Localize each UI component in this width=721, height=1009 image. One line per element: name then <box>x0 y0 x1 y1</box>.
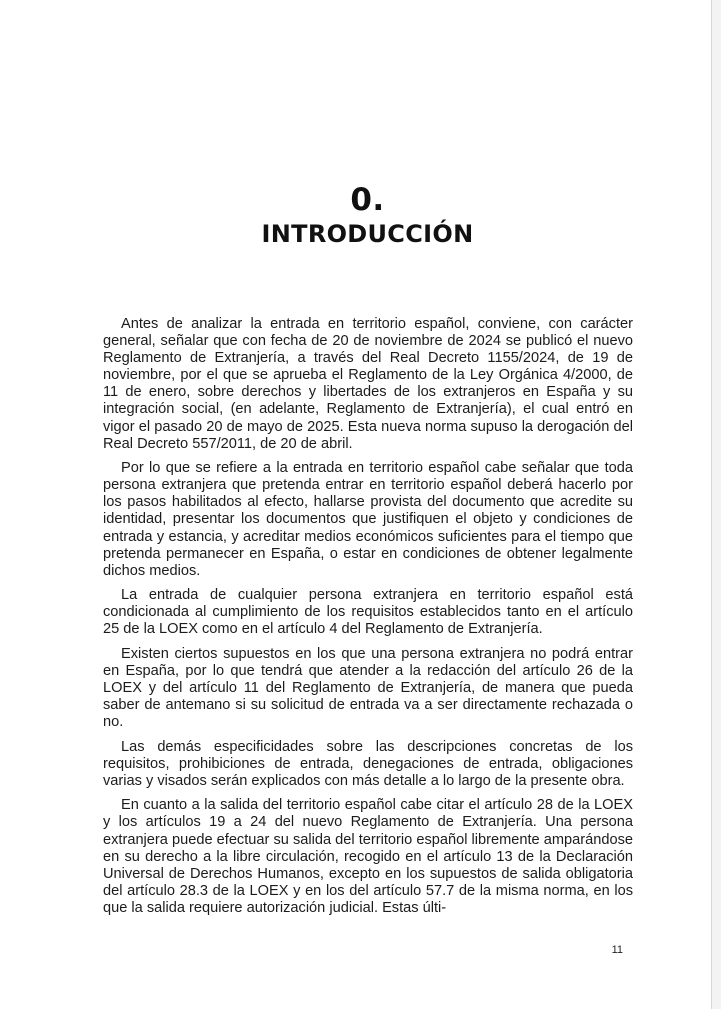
paragraph: La entrada de cualquier persona extranjera en territorio español está condicionada al cumplimiento de los requisitos establecidos tanto en el artículo 25 de la LOEX como en el artículo 4 del Reglamento de Extranjería. <box>103 587 633 638</box>
page-number: 11 <box>611 944 623 956</box>
body-text <box>103 316 633 924</box>
paragraph: Las demás especificidades sobre las descripciones concretas de los requisitos, prohibiciones de entrada, denegaciones de entrada, obligaciones varias y visados serán explicados con más detalle a lo largo de la presente obra. <box>103 738 633 789</box>
chapter-number: 0. <box>350 182 385 218</box>
paragraph: Existen ciertos supuestos en los que una persona extranjera no podrá entrar en España, por lo que tendrá que atender a la redacción del artículo 26 de la LOEX y del artículo 11 del Reglamento de Extranjería, de manera que pueda saber de antemano si su solicitud de entrada va a ser directamente rechazada o no. <box>103 645 633 731</box>
paragraph: Antes de analizar la entrada en territorio español, conviene, con carácter general, señalar que con fecha de 20 de noviembre de 2024 se publicó el nuevo Reglamento de Extranjería, a través del Real Decreto 1155/2024, de 19 de noviembre, por el que se aprueba el Reglamento de la Ley Orgánica 4/2000, de 11 de enero, sobre derechos y libertades de los extranjeros en España y su integración social, (en adelante, Reglamento de Extranjería), el cual entró en vigor el pasado 20 de mayo de 2025. Esta nueva norma supuso la derogación del Real Decreto 557/2011, de 20 de abril. <box>103 316 633 452</box>
viewer-edge <box>711 0 721 1009</box>
chapter-title: INTRODUCCIÓN <box>261 220 474 248</box>
paragraph: Por lo que se refiere a la entrada en territorio español cabe señalar que toda persona extranjera que pretenda entrar en territorio español deberá hacerlo por los pasos habilitados al efecto, hallarse provista del documento que acredite su identidad, presentar los documentos que justifiquen el objeto y condiciones de entrada y estancia, y acreditar medios económicos suficientes para el tiempo que pretenda permanecer en España, o estar en condiciones de obtener legalmente dichos medios. <box>103 460 633 579</box>
paragraph: En cuanto a la salida del territorio español cabe citar el artículo 28 de la LOEX y los artículos 19 a 24 del nuevo Reglamento de Extranjería. Una persona extranjera puede efectuar su salida del territorio español libremente amparándose en su derecho a la libre circulación, recogido en el artículo 13 de la Declaración Universal de Derechos Humanos, excepto en los supuestos de salida obligatoria del artículo 28.3 de la LOEX y en los del artículo 57.7 de la misma norma, en los que la salida requiere autorización judicial. Estas últi- <box>103 797 633 916</box>
